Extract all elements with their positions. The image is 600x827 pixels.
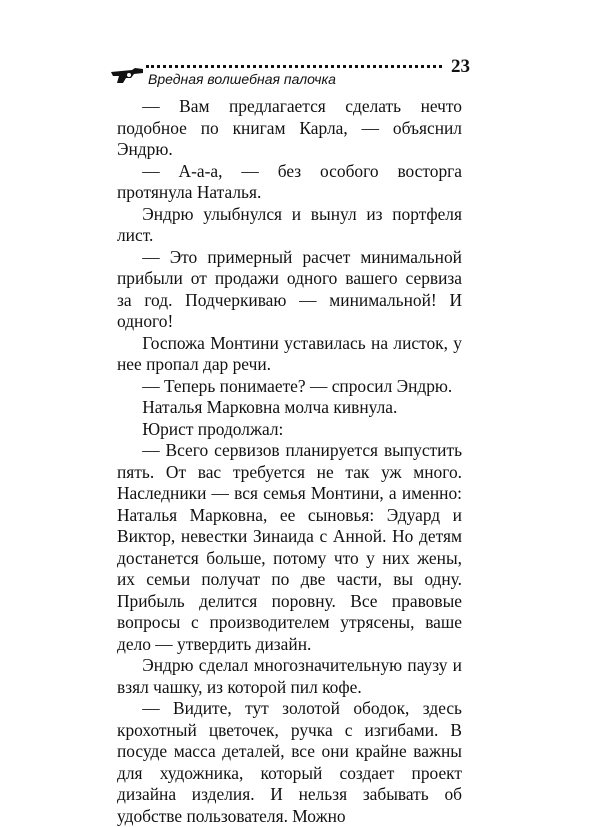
paragraph: — А-а-а, — без особого восторга протянула Наталья. bbox=[117, 160, 462, 202]
paragraph: Эндрю улыбнулся и вынул из портфеля лист. bbox=[117, 203, 462, 245]
header-dotted-rule bbox=[146, 65, 442, 68]
paragraph: — Вам предлагается сделать нечто подобное по книгам Карла, — объяснил Эндрю. bbox=[117, 96, 462, 159]
body-text bbox=[117, 96, 462, 827]
paragraph: Юрист продолжал: bbox=[142, 418, 284, 439]
paragraph: — Всего сервизов планируется выпустить пять. От вас требуется не так уж много. Наследники — вся семья Монтини, а именно: Наталья Марковна, ее сыновья: Эдуард и Виктор, невестки Зинаида с Анной. Но детям достанется больше, потому что у них жены, их семьи получат по две части, вы одну. Прибыль делится поровну. Все правовые вопросы с производителем утрясены, ваше дело — утвердить дизайн. bbox=[117, 440, 462, 654]
paragraph: — Видите, тут золотой ободок, здесь крохотный цветочек, ручка с изгибами. В посуде масса деталей, все они крайне важны для художника, который создает проект дизайна изделия. И нельзя забывать об удобстве пользователя. Можно bbox=[117, 698, 462, 826]
paragraph: — Это примерный расчет минимальной прибыли от продажи одного вашего сервиза за год. Подчеркиваю — минимальной! И одного! bbox=[117, 246, 462, 331]
paragraph: Эндрю сделал многозначительную паузу и взял чашку, из которой пил кофе. bbox=[117, 655, 462, 697]
paragraph: Госпожа Монтини уставилась на листок, у нее пропал дар речи. bbox=[117, 332, 462, 374]
page-number: 23 bbox=[451, 56, 470, 77]
paragraph: — Теперь понимаете? — спросил Эндрю. bbox=[142, 375, 453, 396]
book-title: Вредная волшебная палочка bbox=[148, 71, 336, 87]
paragraph: Наталья Марковна молча кивнула. bbox=[142, 397, 398, 417]
revolver-icon bbox=[110, 66, 144, 84]
running-header bbox=[110, 56, 470, 92]
